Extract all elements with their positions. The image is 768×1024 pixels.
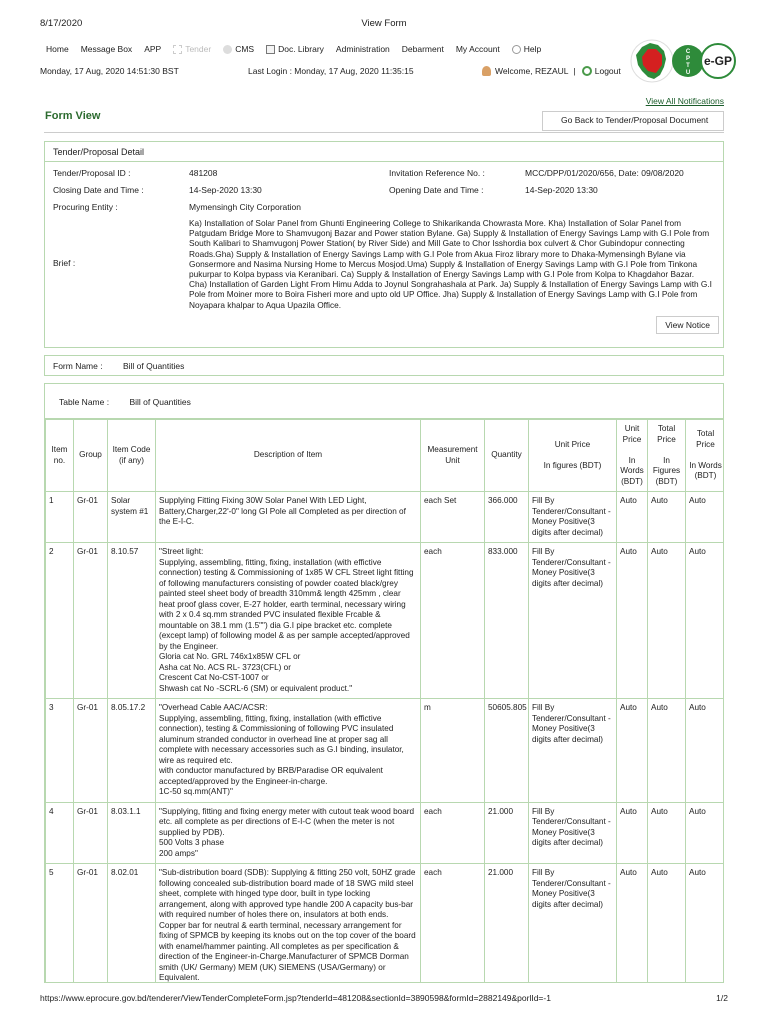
table-row [46,492,725,543]
cell-unit: each [421,543,485,699]
col-unit-price-figures: Unit Price In figures (BDT) [529,420,617,492]
tender-detail-table [45,162,723,312]
view-notice-button[interactable] [656,316,719,334]
brief-text: Ka) Installation of Solar Panel from Ghunti Engineering College to Shikarikanda Chowrasta More. Kha) Installation of Solar Panel from Patgudam Bridge More to Shamvugonj Bazar and Power station Bylane. Ga) Supply & Installation of Energy Savings Lamp with G.I Pole from South Kalibari to Shamvugonj Power Station( by River Side) and Mill Gate to Chor Isshordia box culvert & Chor Gubindopur connecting Roads.Gha) Supply & Installation of Energy Savings Lamp with G.I Pole from Akua Firoz library more to Dhaka-Mymensingh Bylane via Gonsermore and Nasima Nursing Home to Mercus Mosjod.Uma) Supply & Installation of Energy Savings Lamp with G.I Pole from Tinkona pukurpar to Kolpa bypass via Keranibari. Ca) Supply & Installation of Energy Savings Lamp with G.I Pole from Kolpa to Khagdahor Bazar. Cha) Installation of Garden Light From Himu Adda to Joynul Songrahashala at Park. Ja) Supply & Installation of Energy Savings Lamp with G.I Pole from Moiner more to Boira Fisheri more and upto old UP Office. Jha) Supply & Installation of Energy Savings Lamp with G.I Pole from Noyapara khalpar to Aqua Upazila Office. [189,218,712,310]
cms-icon [223,45,232,54]
nav-message-box[interactable] [75,42,139,56]
table-row [46,543,725,699]
cell-unit-price-words: Auto [617,864,648,984]
nav-administration[interactable] [330,42,396,56]
help-icon [512,45,521,54]
closing-label: Closing Date and Time : [53,185,144,195]
cell-unit: each [421,802,485,864]
col-item-no: Item no. [46,420,74,492]
cell-total-words: Auto [686,492,725,543]
opening-value: 14-Sep-2020 13:30 [525,185,598,195]
cell-group: Gr-01 [74,864,108,984]
nav-home-label: Home [46,44,69,54]
cell-unit: each Set [421,492,485,543]
cell-group: Gr-01 [74,802,108,864]
procuring-value: Mymensingh City Corporation [189,202,301,212]
col-item-code: Item Code (if any) [108,420,156,492]
doc-library-icon [266,45,275,54]
cell-total-words: Auto [686,699,725,803]
nav-help-label: Help [523,44,542,54]
logout-icon[interactable] [582,66,592,76]
cell-total-words: Auto [686,543,725,699]
cell-description: "Street light: Supplying, assembling, fitting, fixing, installation (with effictive connection) testing & Commissioning of 1x85 W CFL Street light fitting of following manufacturers consisting of powder coated black/grey painted steel sheet body of breadth 310mm& length 425mm , clear heat proof glass cover, E-27 holder, earth terminal, necessary wiring with 2 x 0.4 sq.mm stranded PVC insulated flexible Frcable & mountable on 38.1 mm (1.5"") dia G.I pipe bracket etc. complete (except lamp) of following model & as per sample accepted/approved by the Engineer. Gloria cat No. GRL 746x1x85W CFL or Asha cat No. ACS RL- 3723(CFL) or Crescent Cat No-CST-1007 or Shwash cat No -SCRL-6 (SM) or equivalent product." [156,543,421,699]
cell-unit-price-words: Auto [617,543,648,699]
page-title: Form View [45,110,101,122]
brief-label: Brief : [53,257,76,268]
tender-icon [173,45,182,54]
info-bar [40,66,622,78]
welcome-text: Welcome, REZAUL [495,66,569,76]
egp-logo [630,37,738,85]
form-name-label: Form Name : [53,361,103,371]
cell-unit-price[interactable]: Fill By Tenderer/Consultant - Money Positive(3 digits after decimal) [529,699,617,803]
cell-quantity: 833.000 [485,543,529,699]
tender-detail-row [45,197,723,214]
welcome-separator: | [573,66,576,76]
tender-detail-row [45,180,723,197]
logout-link[interactable]: Logout [594,66,621,76]
cell-description: Supplying Fitting Fixing 30W Solar Panel With LED Light, Battery,Charger,22'-0" long GI Pole all Completed as per direction of the E-I-C. [156,492,421,543]
cell-item-code: 8.02.01 [108,864,156,984]
form-name-value: Bill of Quantities [122,361,185,371]
nav-tender-label: Tender [185,44,212,54]
nav-debarment[interactable] [396,42,450,56]
cell-description: "Sub-distribution board (SDB): Supplying & fitting 250 volt, 50HZ grade following concealed sub-distribution board made of 18 SWG mild steel sheet, complete with hinged type door, built in type locking arrangement, along with approved type handle 200 A capacity bus-bar with required number of holes there on, insulators at both ends. Copper bar for neutral & earth terminal, necessary arrangement for fixing of SPMCB by keeping its knobs out on the top cover of the board with enamel/hammer painting. All completes as per specification & direction of the Engineer-in-Charge.Manufacturer of SPMCB Dorman smith (UK/ Germany) MEM (UK) SIEMENS (USA/Germany) or Equivalent. [156,864,421,984]
table-row [46,699,725,803]
invitation-ref-label: Invitation Reference No. : [389,168,485,178]
nav-debarment-label: Debarment [401,44,444,54]
nav-doc-library[interactable] [260,42,330,56]
view-all-notifications-link[interactable]: View All Notifications [645,96,724,106]
nav-tender[interactable] [167,42,217,56]
cell-total-figures: Auto [648,543,686,699]
cell-total-words: Auto [686,802,725,864]
cell-quantity: 366.000 [485,492,529,543]
cell-unit-price-words: Auto [617,802,648,864]
cell-item-no: 4 [46,802,74,864]
nav-cms[interactable] [217,42,260,56]
cell-description: "Supplying, fitting and fixing energy meter with cutout teak wood board etc. all complete as per directions of E-I-C (when the meter is not supplied by PDB). 500 Volts 3 phase 200 amps" [156,802,421,864]
nav-administration-label: Administration [335,44,390,54]
cell-item-code: 8.03.1.1 [108,802,156,864]
nav-doc-library-label: Doc. Library [278,44,324,54]
boq-table [45,419,724,983]
table-row [46,802,725,864]
tender-detail-heading: Tender/Proposal Detail [45,142,723,162]
invitation-ref-value: MCC/DPP/01/2020/656, Date: 09/08/2020 [525,168,684,178]
cell-unit-price[interactable]: Fill By Tenderer/Consultant - Money Positive(3 digits after decimal) [529,543,617,699]
col-unit: Measurement Unit [421,420,485,492]
nav-help[interactable] [506,42,547,56]
col-description: Description of Item [156,420,421,492]
logo-letter-c: C [685,49,691,55]
print-date: 8/17/2020 [40,18,83,29]
nav-my-account[interactable] [450,42,506,56]
table-name-label: Table Name : [59,397,110,407]
opening-label: Opening Date and Time : [389,185,484,195]
cell-item-no: 3 [46,699,74,803]
col-total-words: Total Price In Words (BDT) [686,420,725,492]
current-datetime: Monday, 17 Aug, 2020 14:51:30 BST [40,66,179,76]
tender-id-label: Tender/Proposal ID : [53,168,131,178]
nav-app-label: APP [144,44,162,54]
table-name-value: Bill of Quantities [129,397,191,407]
logo-text: e-GP [703,54,733,68]
logo-letter-u: U [685,70,691,76]
cell-unit: each [421,864,485,984]
cell-quantity: 21.000 [485,864,529,984]
print-header [40,18,728,30]
main-nav [40,42,600,56]
cell-unit-price[interactable]: Fill By Tenderer/Consultant - Money Positive(3 digits after decimal) [529,492,617,543]
cell-item-no: 5 [46,864,74,984]
tender-detail-row [45,214,723,312]
print-title: View Form [361,18,407,29]
user-icon [482,66,491,76]
procuring-label: Procuring Entity : [53,202,118,212]
boq-header-row [46,420,725,492]
cell-unit-price[interactable]: Fill By Tenderer/Consultant - Money Positive(3 digits after decimal) [529,802,617,864]
title-divider [44,132,724,133]
closing-value: 14-Sep-2020 13:30 [189,185,262,195]
cell-total-figures: Auto [648,492,686,543]
cell-item-no: 1 [46,492,74,543]
cell-unit-price[interactable]: Fill By Tenderer/Consultant - Money Positive(3 digits after decimal) [529,864,617,984]
go-back-label: Go Back to Tender/Proposal Document [561,115,709,125]
form-name-bar [44,355,724,376]
tender-id-value: 481208 [189,168,218,178]
cell-item-code: 8.10.57 [108,543,156,699]
last-login: Last Login : Monday, 17 Aug, 2020 11:35:15 [248,66,414,76]
cell-item-code: 8.05.17.2 [108,699,156,803]
cell-item-code: Solar system #1 [108,492,156,543]
logo-letter-p: P [685,56,691,62]
cell-total-figures: Auto [648,864,686,984]
view-notice-label: View Notice [665,319,710,330]
cell-group: Gr-01 [74,543,108,699]
cell-unit-price-words: Auto [617,699,648,803]
footer-url: https://www.eprocure.gov.bd/tenderer/ViewTenderCompleteForm.jsp?tenderId=481208&sectionId=3890598&formId=2882149&porlId=-1 [40,993,551,1003]
cell-quantity: 21.000 [485,802,529,864]
logo-letter-t: T [686,63,690,69]
nav-app[interactable] [138,42,167,56]
cell-group: Gr-01 [74,492,108,543]
table-name-bar [45,384,723,419]
cell-quantity: 50605.805 [485,699,529,803]
welcome-area [482,66,621,76]
col-unit-price-words: Unit Price In Words (BDT) [617,420,648,492]
table-row [46,864,725,984]
tender-detail-row [45,162,723,180]
footer-page-number: 1/2 [716,993,728,1003]
nav-home[interactable] [40,42,75,56]
cell-total-words: Auto [686,864,725,984]
go-back-button[interactable] [542,111,724,131]
cell-total-figures: Auto [648,802,686,864]
cell-total-figures: Auto [648,699,686,803]
boq-panel [44,383,724,983]
cell-item-no: 2 [46,543,74,699]
col-quantity: Quantity [485,420,529,492]
nav-message-box-label: Message Box [80,44,133,54]
tender-detail-panel [44,141,724,348]
cell-description: "Overhead Cable AAC/ACSR: Supplying, assembling, fitting, fixing, installation (with effictive connection), testing & Commissioning of following PVC insulated aluminum stranded conductor in overhead line at proper sag all complete with necessary accessories such as G.I binding, insulator, wire as required etc. with conductor manufactured by BRB/Paradise OR equivalent accepted/approved by the Engineer-in-charge. 1C-50 sq.mm(ANT)" [156,699,421,803]
cell-unit-price-words: Auto [617,492,648,543]
nav-my-account-label: My Account [455,44,500,54]
cell-unit: m [421,699,485,803]
col-group: Group [74,420,108,492]
cell-group: Gr-01 [74,699,108,803]
nav-cms-label: CMS [235,44,255,54]
col-total-figures: Total Price In Figures (BDT) [648,420,686,492]
